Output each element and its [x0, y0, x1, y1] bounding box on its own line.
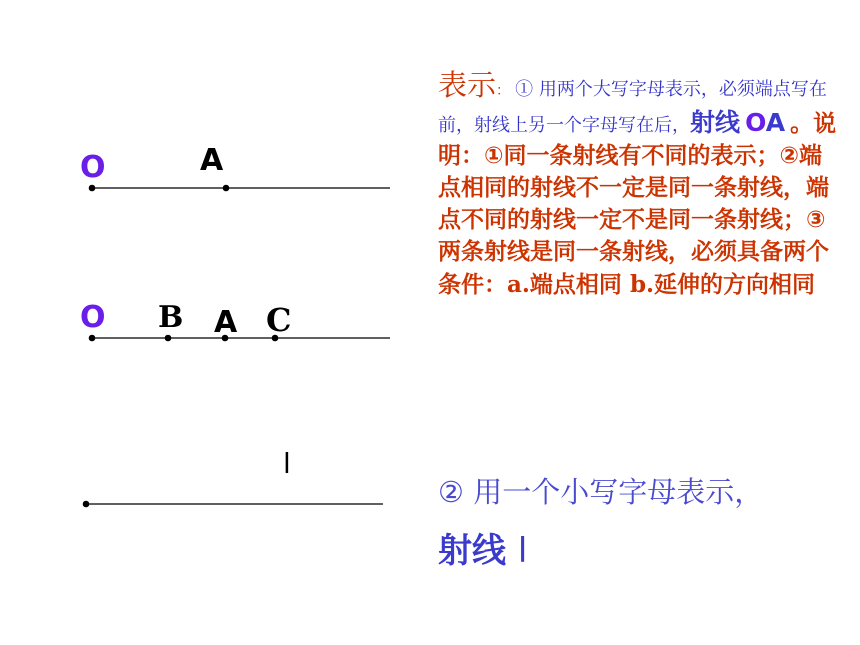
- period: 。: [790, 111, 814, 137]
- point-a: [223, 185, 230, 192]
- ray-word: 射线: [690, 108, 741, 137]
- point-o2: [89, 335, 96, 342]
- heading: 表示: [438, 68, 497, 102]
- ray-obac-figure: [80, 300, 390, 341]
- label-c: C: [266, 301, 292, 339]
- method2-ray-name: l: [517, 531, 528, 571]
- cond-a-prefix: a.: [507, 271, 530, 298]
- heading-colon: ：: [496, 83, 511, 99]
- method2-text: [438, 470, 848, 572]
- label-b: B: [158, 300, 184, 335]
- ray-oa-figure: [80, 143, 390, 191]
- cond-b-prefix: b.: [629, 271, 655, 298]
- method2-ray-word: 射线: [438, 531, 506, 571]
- label-o: O: [80, 150, 106, 185]
- explanation: 说明：①同一条射线有不同的表示；②端点相同的射线不一定是同一条射线，端点不同的射线一定不是同一条射线；③两条射线是同一条射线，必须具备两个条件：: [438, 111, 837, 298]
- cond-a: 端点相同: [529, 272, 630, 298]
- point-b: [165, 335, 172, 342]
- ray-name-a: A: [765, 108, 786, 137]
- label-a2: A: [214, 305, 238, 340]
- ray-name-o: O: [745, 108, 766, 137]
- label-o2: O: [80, 300, 106, 335]
- point-endpoint-l: [83, 501, 90, 508]
- label-l: l: [283, 447, 291, 480]
- ray-l-figure: [83, 447, 383, 507]
- point-o: [89, 185, 96, 192]
- method1-intro: ① 用两个大写字母表示，必须端点写在前，射线上另一个字母写在后，: [438, 79, 827, 136]
- method2-intro: ② 用一个小写字母表示，: [438, 475, 764, 509]
- method2-example: [438, 523, 848, 572]
- label-a: A: [200, 143, 224, 178]
- explanation-text: [438, 70, 838, 302]
- cond-b: 延伸的方向相同: [654, 272, 816, 298]
